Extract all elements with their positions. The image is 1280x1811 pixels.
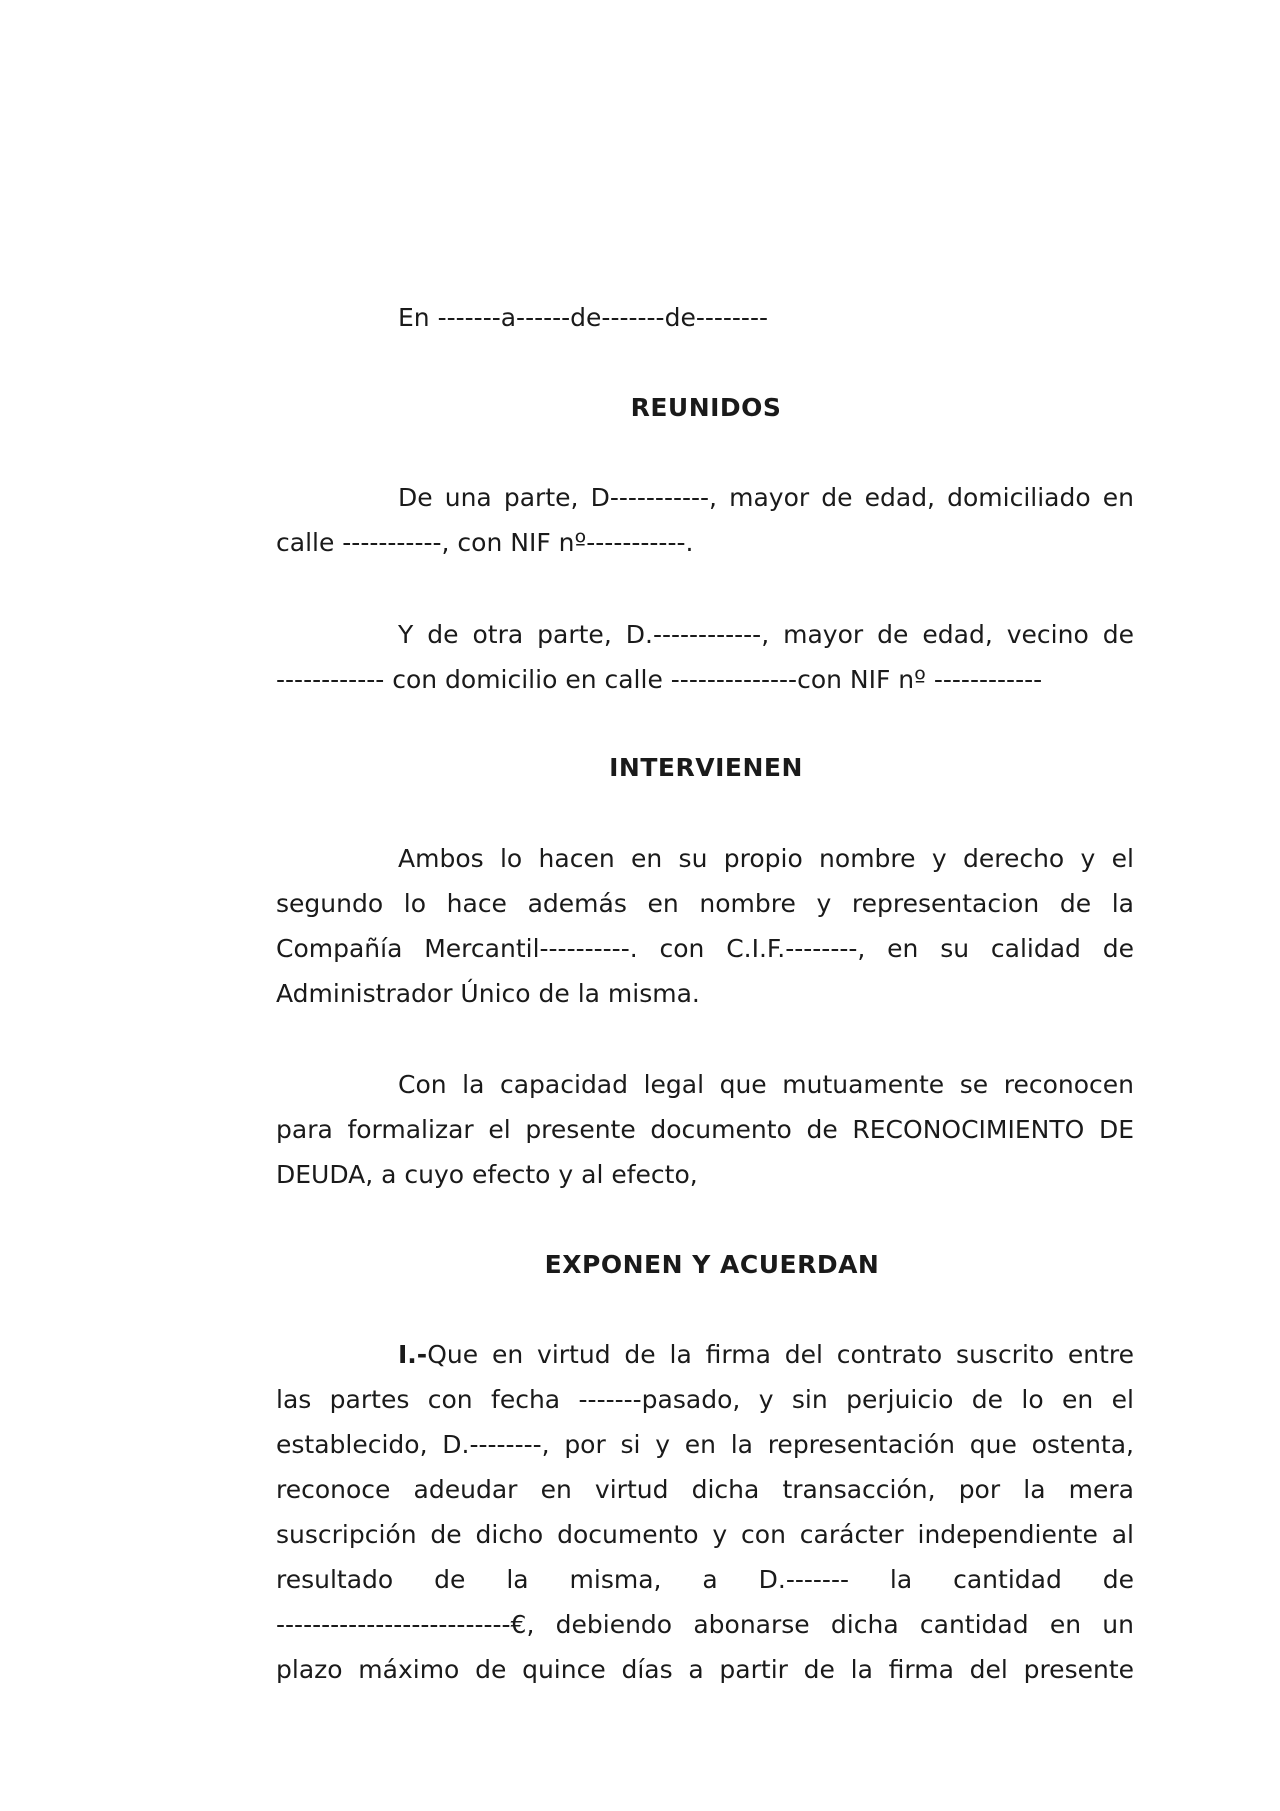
intervienen-line-2: segundo lo hace además en nombre y representacion de la [276,889,1134,918]
heading-intervienen: INTERVIENEN [609,753,803,782]
intervienen-line-4: Administrador Único de la misma. [276,979,700,1008]
capacidad-line-3: DEUDA, a cuyo efecto y al efecto, [276,1160,698,1189]
clause1-line-8: plazo máximo de quince días a partir de la firma del presente [276,1655,1134,1684]
capacidad-line-2: para formalizar el presente documento de RECONOCIMIENTO DE [276,1115,1134,1144]
intervienen-heading-block [276,745,1134,790]
party1-paragraph [276,475,1134,565]
date-text: En -------a------de-------de-------- [398,303,768,332]
clause1-line-4: reconoce adeudar en virtud dicha transacción, por la mera [276,1475,1134,1504]
party2-line-1: Y de otra parte, D.------------, mayor de edad, vecino de [398,620,1134,649]
party1-line-1: De una parte, D-----------, mayor de edad, domiciliado en [398,483,1134,512]
party2-paragraph [276,612,1134,702]
clause1-line-7: --------------------------€, debiendo abonarse dicha cantidad en un [276,1610,1134,1639]
reunidos-heading-block [276,385,1134,430]
intervienen-line-1: Ambos lo hacen en su propio nombre y derecho y el [398,844,1134,873]
clause1-line-5: suscripción de dicho documento y con carácter independiente al [276,1520,1134,1549]
date-line [276,295,1134,340]
clause1-line-2: las partes con fecha -------pasado, y sin perjuicio de lo en el [276,1385,1134,1414]
capacidad-paragraph [276,1062,1134,1197]
heading-exponen-y-acuerdan: EXPONEN Y ACUERDAN [544,1250,880,1279]
intervienen-line-3: Compañía Mercantil----------. con C.I.F.--------, en su calidad de [276,934,1134,963]
clause1-line-3: establecido, D.--------, por si y en la representación que ostenta, [276,1430,1134,1459]
clause1-line-1 [276,1332,1134,1377]
party2-line-2: ------------ con domicilio en calle --------------con NIF nº ------------ [276,665,1043,694]
exponen-heading-block [276,1242,1134,1287]
clause1-line-1-text: Que en virtud de la firma del contrato suscrito entre [427,1340,1134,1369]
heading-reunidos: REUNIDOS [630,393,782,422]
clause-1-paragraph [276,1332,1134,1692]
party1-line-2: calle -----------, con NIF nº-----------. [276,528,694,557]
clause1-label: I.- [398,1340,428,1369]
intervienen-paragraph [276,836,1134,1016]
clause1-line-6: resultado de la misma, a D.------- la cantidad de [276,1565,1134,1594]
capacidad-line-1: Con la capacidad legal que mutuamente se reconocen [398,1070,1134,1099]
